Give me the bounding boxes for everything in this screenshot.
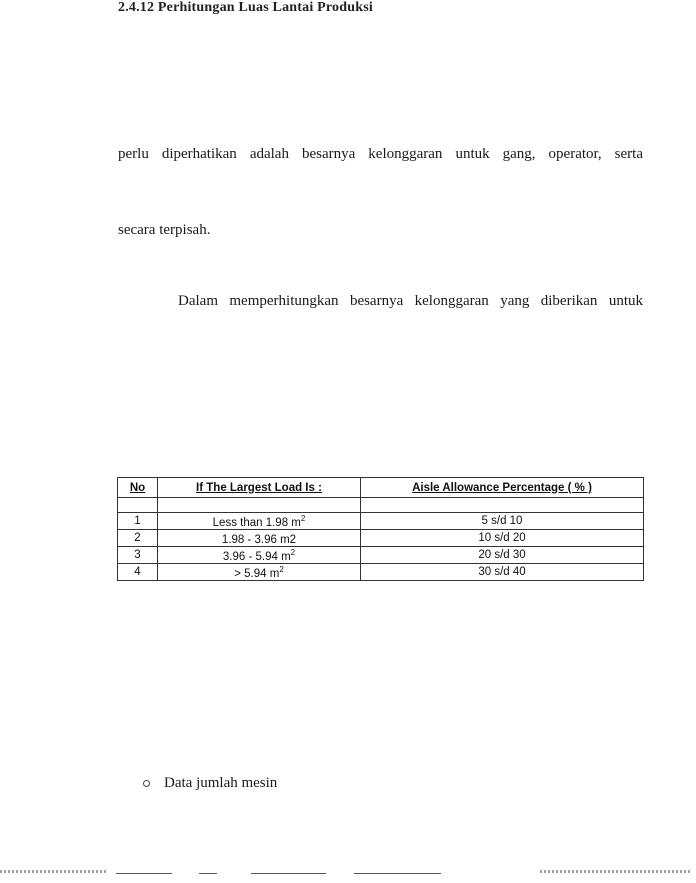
row-load: Less than 1.98 $m^2$ (158, 513, 361, 530)
row-no: 4 (118, 564, 158, 581)
row-no: 3 (118, 547, 158, 564)
paragraph-3: Dalam memperhitungkan besarnya kelonggaran yang diberikan untuk (178, 293, 643, 309)
paragraph-1: perlu diperhatikan adalah besarnya kelonggaran untuk gang, operator, serta (118, 146, 643, 162)
bullet-text: Data jumlah mesin (164, 775, 278, 791)
row-percentage: 5 s/d 10 (361, 513, 644, 530)
footer-rule (354, 873, 441, 874)
header-largest-load: If The Largest Load Is : (158, 478, 361, 498)
header-no: No (118, 478, 158, 498)
table-row (118, 547, 644, 564)
row-load: 1.98 - 3.96 m2 (158, 530, 361, 547)
section-heading: 2.4.12 Perhitungan Luas Lantai Produksi (118, 0, 373, 15)
scan-artifact (540, 870, 690, 873)
row-percentage: 10 s/d 20 (361, 530, 644, 547)
row-load: > 5.94 $m^2$ (158, 564, 361, 581)
table-row (118, 530, 644, 547)
footer-rule (116, 873, 172, 874)
row-load: 3.96 - 5.94 $m^2$ (158, 547, 361, 564)
table-header-row (118, 478, 644, 498)
aisle-allowance-table (117, 477, 644, 581)
footer-rule (251, 873, 326, 874)
header-allowance-percentage: Aisle Allowance Percentage ( % ) (361, 478, 644, 498)
row-no: 1 (118, 513, 158, 530)
row-no: 2 (118, 530, 158, 547)
row-percentage: 30 s/d 40 (361, 564, 644, 581)
bullet-icon (143, 780, 150, 787)
paragraph-2: secara terpisah. (118, 222, 211, 238)
table-spacer-row (118, 498, 644, 513)
bullet-item (143, 775, 277, 792)
scan-artifact (0, 870, 108, 873)
footer-rule (199, 873, 217, 874)
table-row (118, 513, 644, 530)
row-percentage: 20 s/d 30 (361, 547, 644, 564)
table-row (118, 564, 644, 581)
